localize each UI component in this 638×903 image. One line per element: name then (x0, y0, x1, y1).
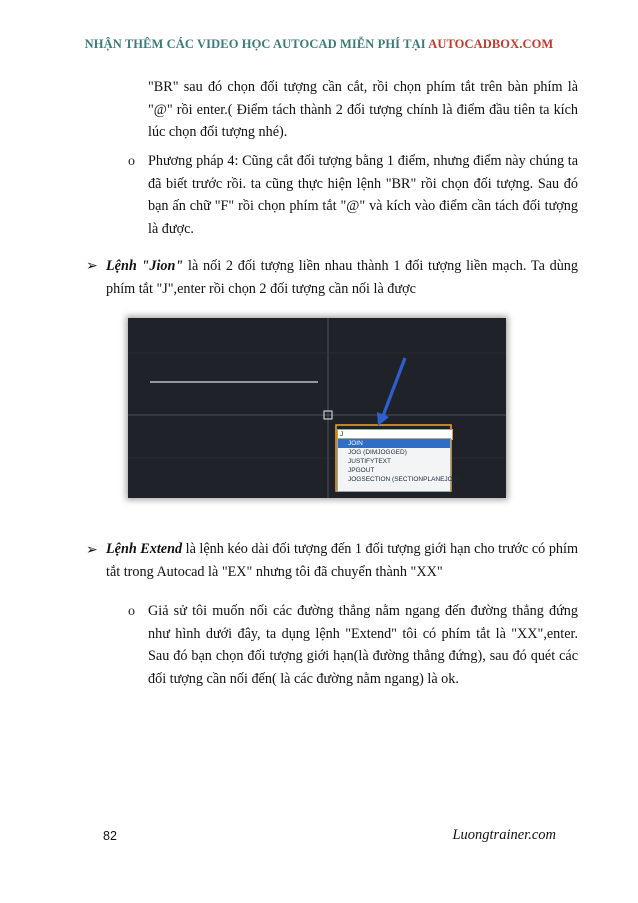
ac-item-justifytext[interactable]: JUSTIFYTEXT (348, 458, 391, 465)
sub-bullet-icon: o (128, 154, 135, 169)
ac-item-jog[interactable]: JOG (DIMJOGGED) (348, 449, 407, 456)
extend-text: là lệnh kéo dài đối tượng đến 1 đối tượng giới hạn cho trước có phím tắt trong Autocad là "EX" nhưng tôi đã chuyển thành "XX" (106, 541, 578, 580)
header-text: NHẬN THÊM CÁC VIDEO HỌC AUTOCAD MIỄN PHÍ TẠI (84, 37, 429, 51)
header-brand[interactable]: AUTOCADBOX.COM (428, 37, 554, 51)
join-term: Lệnh "Jion" (106, 258, 184, 274)
paragraph-extend (106, 538, 578, 583)
extend-term: Lệnh Extend (106, 541, 183, 557)
join-text: là nối 2 đối tượng liền nhau thành 1 đối tượng liền mạch. Ta dùng phím tắt "J",enter rồi chọn 2 đối tượng cần nối là được (106, 258, 578, 297)
paragraph-extend-example: Giả sử tôi muốn nối các đường thẳng nằm ngang đến đường thẳng đứng như hình dưới đây, ta dụng lệnh "Extend" tôi có phím tắt là "XX",enter. Sau đó bạn chọn đối tượng giới hạn(là đường thẳng đứng), sau đó quét các đối tượng cần nối đến( là các đường nằm ngang) là ok. (148, 603, 578, 687)
page-header (0, 37, 638, 52)
autocomplete-list (337, 438, 460, 492)
sub-bullet-icon: o (128, 604, 135, 619)
page-number: 82 (103, 829, 117, 843)
arrow-bullet-icon: ➢ (86, 543, 98, 558)
ac-item-jogsection[interactable]: JOGSECTION (SECTIONPLANEJOG) (348, 476, 460, 483)
arrow-bullet-icon: ➢ (86, 259, 98, 274)
command-input[interactable]: J (337, 429, 453, 440)
ac-item-jpgout[interactable]: JPGOUT (348, 467, 375, 474)
footer-site: Luongtrainer.com (452, 827, 556, 843)
paragraph-join (106, 255, 578, 300)
paragraph-br-continued: "BR" sau đó chọn đối tượng cần cắt, rồi chọn phím tắt trên bàn phím là "@" rồi enter.( Điểm tách thành 2 đối tượng chính là điểm đầu tiên ta kích lúc chọn đối tượng nhé). (148, 79, 578, 140)
paragraph-method-4: Phương pháp 4: Cũng cắt đối tượng bằng 1 điểm, nhưng điểm này chúng ta đã biết trước rồi. ta cũng thực hiện lệnh "BR" rồi chọn đối tượng. Sau đó bạn ấn chữ "F" rồi chọn phím tắt "@" và kích vào điểm cần tách đối tượng là được. (148, 153, 578, 237)
ac-item-join[interactable]: JOIN (338, 439, 450, 448)
